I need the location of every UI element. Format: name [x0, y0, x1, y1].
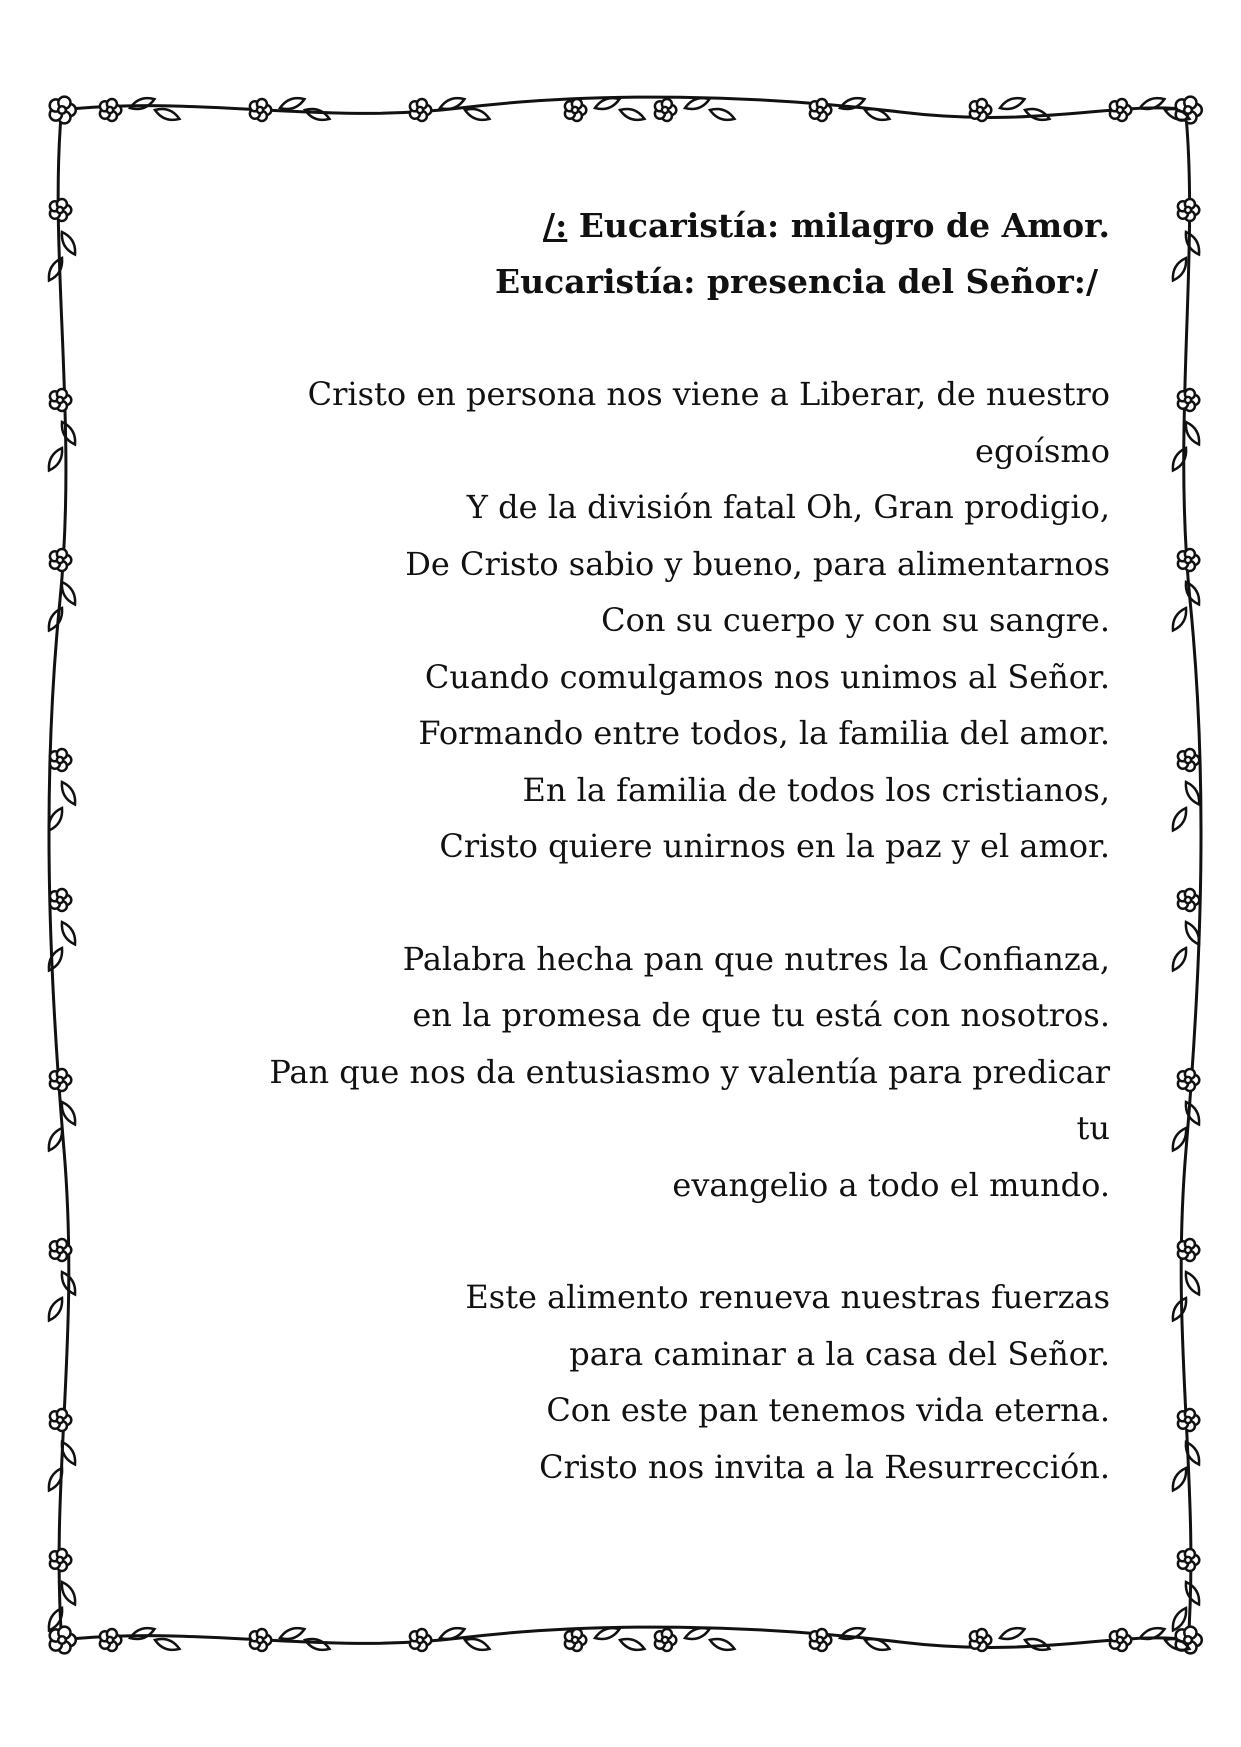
song-text	[150, 198, 1110, 1495]
leaf-ornament	[710, 1639, 734, 1650]
verse-line: Formando entre todos, la familia del amor.	[418, 714, 1110, 752]
leaf-ornament	[62, 922, 75, 945]
flower-ornament	[50, 1627, 76, 1654]
verse-line: Cristo quiere unirnos en la paz y el amor.	[439, 827, 1110, 865]
leaf-ornament	[1000, 1628, 1024, 1639]
flower-ornament	[50, 199, 71, 221]
leaf-ornament	[130, 1628, 154, 1639]
flower-ornament	[250, 1629, 271, 1651]
leaf-ornament	[595, 98, 619, 109]
flower-ornament	[100, 1629, 121, 1651]
stanza-1	[150, 366, 1110, 875]
leaf-ornament	[1186, 422, 1199, 445]
leaf-ornament	[685, 98, 709, 109]
leaf-ornament	[155, 109, 179, 120]
flower-ornament	[655, 99, 676, 121]
verse-line: en la promesa de que tu está con nosotros.	[412, 996, 1110, 1034]
stanza-3	[150, 1269, 1110, 1495]
flower-ornament	[1110, 99, 1131, 121]
flower-ornament	[100, 99, 121, 121]
verse-line: evangelio a todo el mundo.	[672, 1165, 1110, 1204]
leaf-ornament	[155, 1639, 179, 1650]
leaf-ornament	[62, 1102, 75, 1125]
verse-line: Pan que nos da entusiasmo y valentía para predicar	[269, 1052, 1110, 1091]
leaf-ornament	[1186, 782, 1199, 805]
leaf-ornament	[1025, 109, 1049, 120]
flower-ornament	[1178, 1409, 1199, 1431]
leaf-ornament	[1000, 98, 1024, 109]
chorus	[150, 198, 1110, 310]
verse-line: De Cristo sabio y bueno, para alimentarnos	[405, 544, 1110, 583]
leaf-ornament	[62, 582, 75, 605]
verse-line: Cristo en persona nos viene a Liberar, de nuestro	[307, 375, 1110, 413]
chorus-line-2: Eucaristía: presencia del Señor:/	[494, 262, 1098, 301]
flower-ornament	[1110, 1629, 1131, 1651]
leaf-ornament	[62, 1582, 75, 1605]
chorus-line-1	[150, 198, 1110, 254]
leaf-ornament	[280, 98, 304, 109]
flower-ornament	[50, 749, 71, 771]
verse-line: Y de la división fatal Oh, Gran prodigio,	[466, 488, 1110, 526]
leaf-ornament	[49, 808, 62, 831]
leaf-ornament	[1173, 258, 1186, 281]
flower-ornament	[50, 889, 71, 911]
leaf-ornament	[62, 782, 75, 805]
leaf-ornament	[710, 109, 734, 120]
leaf-ornament	[1173, 1128, 1186, 1151]
flower-ornament	[1178, 389, 1199, 411]
flower-ornament	[810, 99, 831, 121]
leaf-ornament	[620, 1639, 644, 1650]
verse-line: Cristo nos invita a la Resurrección.	[539, 1447, 1110, 1486]
leaf-ornament	[1186, 1272, 1199, 1295]
flower-ornament	[1178, 199, 1199, 221]
verse-line: para caminar a la casa del Señor.	[569, 1334, 1110, 1373]
leaf-ornament	[62, 232, 75, 255]
leaf-ornament	[1173, 1468, 1186, 1491]
flower-ornament	[810, 1629, 831, 1651]
leaf-ornament	[595, 1628, 619, 1639]
flower-ornament	[565, 99, 586, 121]
flower-ornament	[1178, 889, 1199, 911]
flower-ornament	[1178, 749, 1199, 771]
flower-ornament	[50, 389, 71, 411]
leaf-ornament	[465, 1639, 489, 1650]
verse-line: Con este pan tenemos vida eterna.	[546, 1391, 1110, 1429]
leaf-ornament	[49, 448, 62, 471]
flower-ornament	[50, 549, 71, 571]
leaf-ornament	[1173, 1608, 1186, 1631]
stanza-2	[150, 931, 1110, 1214]
leaf-ornament	[49, 1298, 62, 1321]
leaf-ornament	[465, 109, 489, 120]
flower-ornament	[50, 1549, 71, 1571]
chorus-line-1-text: Eucaristía: milagro de Amor.	[567, 206, 1110, 245]
flower-ornament	[1178, 549, 1199, 571]
leaf-ornament	[685, 1628, 709, 1639]
leaf-ornament	[49, 1128, 62, 1151]
flower-ornament	[565, 1629, 586, 1651]
flower-ornament	[1178, 1069, 1199, 1091]
flower-ornament	[410, 99, 431, 121]
flower-ornament	[250, 99, 271, 121]
leaf-ornament	[62, 422, 75, 445]
flower-ornament	[1178, 1239, 1199, 1261]
leaf-ornament	[1186, 1582, 1199, 1605]
leaf-ornament	[280, 1628, 304, 1639]
leaf-ornament	[620, 109, 644, 120]
leaf-ornament	[1173, 608, 1186, 631]
flower-ornament	[655, 1629, 676, 1651]
leaf-ornament	[1173, 1298, 1186, 1321]
leaf-ornament	[130, 98, 154, 109]
verse-line: Palabra hecha pan que nutres la Confianza,	[402, 939, 1110, 978]
flower-ornament	[1178, 1549, 1199, 1571]
flower-ornament	[410, 1629, 431, 1651]
verse-line: egoísmo	[975, 431, 1110, 470]
verse-line: tu	[1076, 1109, 1110, 1147]
leaf-ornament	[1173, 948, 1186, 971]
leaf-ornament	[1025, 1639, 1049, 1650]
verse-line: Con su cuerpo y con su sangre.	[601, 601, 1110, 639]
verse-line: Este alimento renueva nuestras fuerzas	[465, 1278, 1110, 1316]
verse-line: Cuando comulgamos nos unimos al Señor.	[424, 657, 1110, 696]
flower-ornament	[50, 1069, 71, 1091]
leaf-ornament	[1173, 808, 1186, 831]
verse-line: En la familia de todos los cristianos,	[522, 770, 1110, 809]
repeat-open-mark: /:	[543, 206, 568, 245]
leaf-ornament	[1186, 922, 1199, 945]
flower-ornament	[50, 1409, 71, 1431]
flower-ornament	[50, 97, 76, 124]
